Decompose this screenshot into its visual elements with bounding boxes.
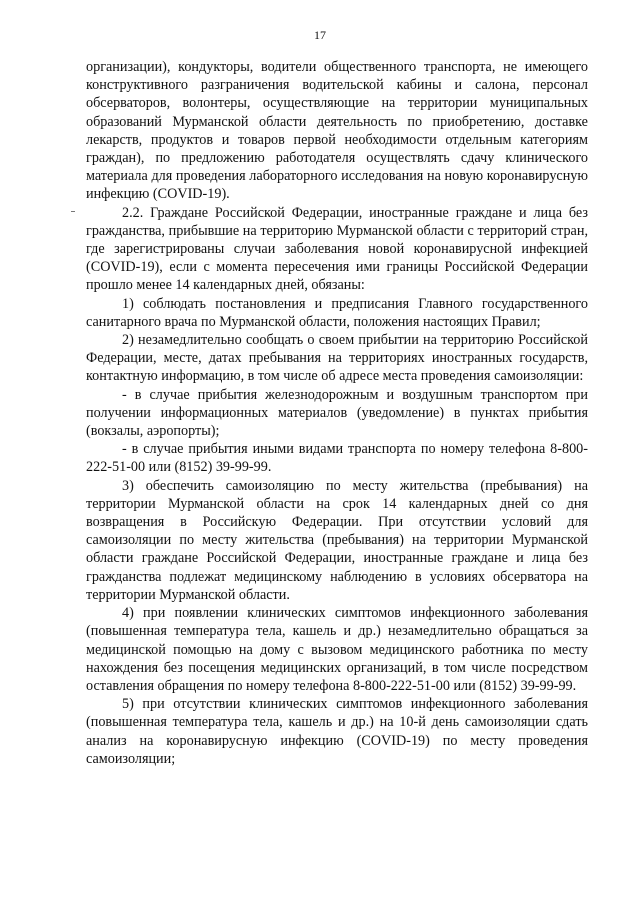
- paragraph-bullet-rail-air: - в случае прибытия железнодорожным и воздушным транспортом при получении информационных материалов (уведомление) в пунктах прибытия (вокзалы, аэропорты);: [86, 386, 588, 440]
- document-body: [86, 58, 588, 768]
- paragraph-item-1: 1) соблюдать постановления и предписания Главного государственного санитарного врача по Мурманской области, положения настоящих Правил;: [86, 295, 588, 330]
- paragraph-section-2-2: 2.2. Граждане Российской Федерации, иностранные граждане и лица без гражданства, прибывшие на территорию Мурманской области с территорий стран, где зарегистрированы случаи заболевания новой коронавирусной инфекцией (COVID-19), если с момента пересечения ими границы Российской Федерации прошло менее 14 календарных дней, обязаны:: [86, 204, 588, 294]
- paragraph-item-4: 4) при появлении клинических симптомов инфекционного заболевания (повышенная температура тела, кашель и др.) незамедлительно обращаться за медицинской помощью на дому с вызовом медицинского работника по месту нахождения без посещения медицинских организаций, в том числе посредством оставления обращения по номеру телефона 8-800-222-51-00 или (8152) 39-99-99.: [86, 605, 588, 694]
- paragraph-bullet-other-transport: - в случае прибытия иными видами транспорта по номеру телефона 8-800-222-51-00 или (8152) 39-99-99.: [86, 441, 588, 476]
- scan-artifact: [71, 211, 75, 212]
- page-number: 17: [314, 28, 326, 42]
- paragraph-item-3: 3) обеспечить самоизоляцию по месту жительства (пребывания) на территории Мурманской области на срок 14 календарных дней со дня возвращения в Российскую Федерации. При отсутствии условий для самоизоляции по месту жительства (пребывания) на территории Мурманской области граждане Российской Федерации, иностранные граждане и лица без гражданства подлежат медицинскому наблюдению в условиях обсерватора на территории Мурманской области.: [86, 477, 588, 603]
- paragraph-continuation: организации), кондукторы, водители общественного транспорта, не имеющего конструктивного разграничения водительской кабины и салона, персонал обсерваторов, волонтеры, осуществляющие на территории муниципальных образований Мурманской области деятельность по приобретению, доставке лекарств, продуктов и товаров первой необходимости отдельным категориям граждан), по предложению работодателя осуществлять сдачу клинического материала для проведения лабораторного исследования на новую коронавирусную инфекцию (COVID-19).: [86, 59, 588, 203]
- paragraph-item-5: 5) при отсутствии клинических симптомов инфекционного заболевания (повышенная температура тела, кашель и др.) на 10-й день самоизоляции сдать анализ на коронавирусную инфекцию (COVID-19) по месту проведения самоизоляции;: [86, 696, 588, 767]
- paragraph-item-2: 2) незамедлительно сообщать о своем прибытии на территорию Российской Федерации, месте, датах пребывания на территориях иностранных государств, контактную информацию, в том числе об адресе места проведения самоизоляции:: [86, 332, 588, 385]
